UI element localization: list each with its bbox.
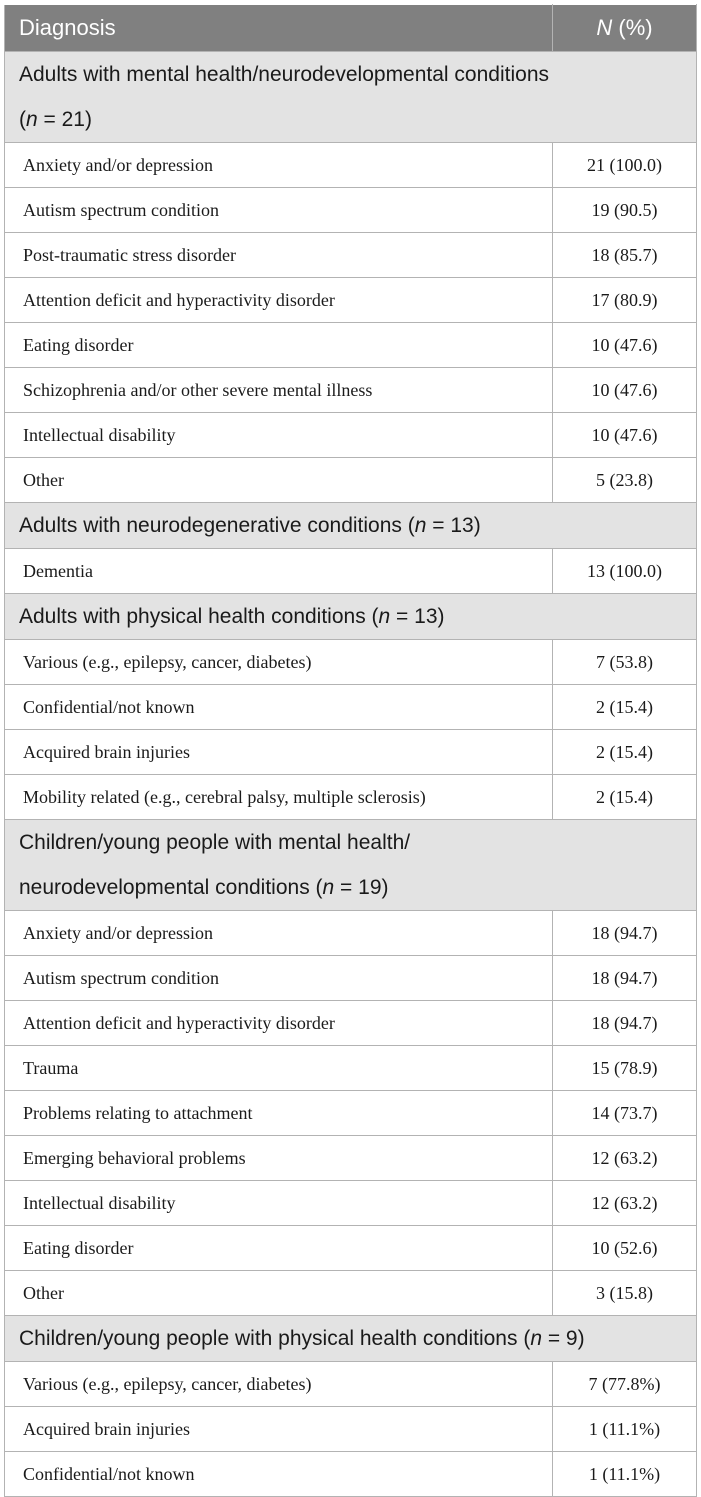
group-n-symbol: n [378,605,391,628]
table-header-row [5,5,697,52]
count-percent-cell: 5 (23.8) [553,458,697,503]
count-percent-cell: 17 (80.9) [553,278,697,323]
diagnosis-cell: Other [5,458,553,503]
group-n-symbol: n [530,1327,542,1350]
table-row [5,640,697,685]
group-label-text-cont: neurodevelopmental conditions ( [19,876,323,899]
table-row [5,685,697,730]
diagnosis-cell: Acquired brain injuries [5,730,553,775]
count-percent-cell: 1 (11.1%) [553,1452,697,1497]
count-percent-cell: 18 (85.7) [553,233,697,278]
count-percent-cell: 10 (47.6) [553,413,697,458]
count-percent-cell: 7 (53.8) [553,640,697,685]
table-body [5,52,697,1497]
group-n-symbol: n [322,876,335,899]
table-row [5,549,697,594]
count-percent-cell: 3 (15.8) [553,1271,697,1316]
table-row [5,233,697,278]
count-percent-cell: 2 (15.4) [553,730,697,775]
count-percent-cell: 12 (63.2) [553,1181,697,1226]
table-row [5,730,697,775]
group-label [5,503,697,549]
diagnosis-cell: Trauma [5,1046,553,1091]
table-row [5,278,697,323]
count-percent-cell: 2 (15.4) [553,775,697,820]
table-row [5,1407,697,1452]
table-row [5,188,697,233]
table-row [5,1362,697,1407]
header-percent: (%) [612,15,653,40]
diagnosis-cell: Various (e.g., epilepsy, cancer, diabetes) [5,1362,553,1407]
group-header-row [5,820,697,911]
group-label-text: Adults with physical health conditions ( [19,605,379,628]
group-label-text: Children/young people with mental health/ [19,831,411,854]
diagnosis-cell: Anxiety and/or depression [5,143,553,188]
diagnosis-cell: Various (e.g., epilepsy, cancer, diabetes) [5,640,553,685]
count-percent-cell: 1 (11.1%) [553,1407,697,1452]
group-n-value: = 19) [334,876,389,899]
diagnosis-cell: Confidential/not known [5,1452,553,1497]
diagnosis-cell: Other [5,1271,553,1316]
table-row [5,1046,697,1091]
count-percent-cell: 12 (63.2) [553,1136,697,1181]
group-label [5,820,697,911]
count-percent-cell: 13 (100.0) [553,549,697,594]
count-percent-cell: 15 (78.9) [553,1046,697,1091]
group-label-text: Adults with mental health/neurodevelopmental conditions [19,63,549,86]
diagnosis-table [4,4,697,1497]
diagnosis-cell: Post-traumatic stress disorder [5,233,553,278]
group-n-symbol: n [414,514,427,537]
count-percent-cell: 18 (94.7) [553,1001,697,1046]
count-percent-cell: 10 (47.6) [553,368,697,413]
diagnosis-cell: Eating disorder [5,1226,553,1271]
group-header-row [5,503,697,549]
group-n-value: = 13) [390,605,445,628]
table-row [5,1091,697,1136]
diagnosis-cell: Acquired brain injuries [5,1407,553,1452]
table-row [5,1001,697,1046]
table-row [5,911,697,956]
group-header-row [5,52,697,143]
table-row [5,1271,697,1316]
header-n-percent [553,5,697,52]
diagnosis-cell: Attention deficit and hyperactivity disorder [5,278,553,323]
diagnosis-cell: Anxiety and/or depression [5,911,553,956]
table-row [5,1136,697,1181]
table-row [5,368,697,413]
group-label [5,594,697,640]
group-label-text-cont: ( [19,108,26,131]
count-percent-cell: 14 (73.7) [553,1091,697,1136]
count-percent-cell: 18 (94.7) [553,956,697,1001]
header-diagnosis: Diagnosis [5,5,553,52]
diagnosis-cell: Autism spectrum condition [5,956,553,1001]
table-row [5,413,697,458]
table-row [5,1226,697,1271]
count-percent-cell: 2 (15.4) [553,685,697,730]
count-percent-cell: 10 (52.6) [553,1226,697,1271]
diagnosis-cell: Mobility related (e.g., cerebral palsy, multiple sclerosis) [5,775,553,820]
group-header-row [5,1316,697,1362]
table-row [5,458,697,503]
header-n-symbol: N [596,15,613,40]
group-label [5,52,697,143]
count-percent-cell: 10 (47.6) [553,323,697,368]
group-n-value: = 13) [426,514,481,537]
table-row [5,956,697,1001]
table-row [5,1452,697,1497]
count-percent-cell: 21 (100.0) [553,143,697,188]
group-label-text: Children/young people with physical health conditions ( [19,1327,531,1350]
diagnosis-cell: Emerging behavioral problems [5,1136,553,1181]
table-row [5,323,697,368]
group-label [5,1316,697,1362]
table-row [5,775,697,820]
table-row [5,1181,697,1226]
diagnosis-cell: Autism spectrum condition [5,188,553,233]
group-n-value: = 9) [542,1327,585,1350]
diagnosis-cell: Schizophrenia and/or other severe mental illness [5,368,553,413]
group-n-value: = 21) [37,108,92,131]
diagnosis-cell: Dementia [5,549,553,594]
diagnosis-cell: Intellectual disability [5,1181,553,1226]
group-header-row [5,594,697,640]
count-percent-cell: 7 (77.8%) [553,1362,697,1407]
group-n-symbol: n [26,108,38,131]
diagnosis-cell: Intellectual disability [5,413,553,458]
diagnosis-cell: Eating disorder [5,323,553,368]
table-row [5,143,697,188]
count-percent-cell: 18 (94.7) [553,911,697,956]
diagnosis-cell: Confidential/not known [5,685,553,730]
diagnosis-cell: Problems relating to attachment [5,1091,553,1136]
diagnosis-cell: Attention deficit and hyperactivity disorder [5,1001,553,1046]
count-percent-cell: 19 (90.5) [553,188,697,233]
group-label-text: Adults with neurodegenerative conditions ( [19,514,415,537]
